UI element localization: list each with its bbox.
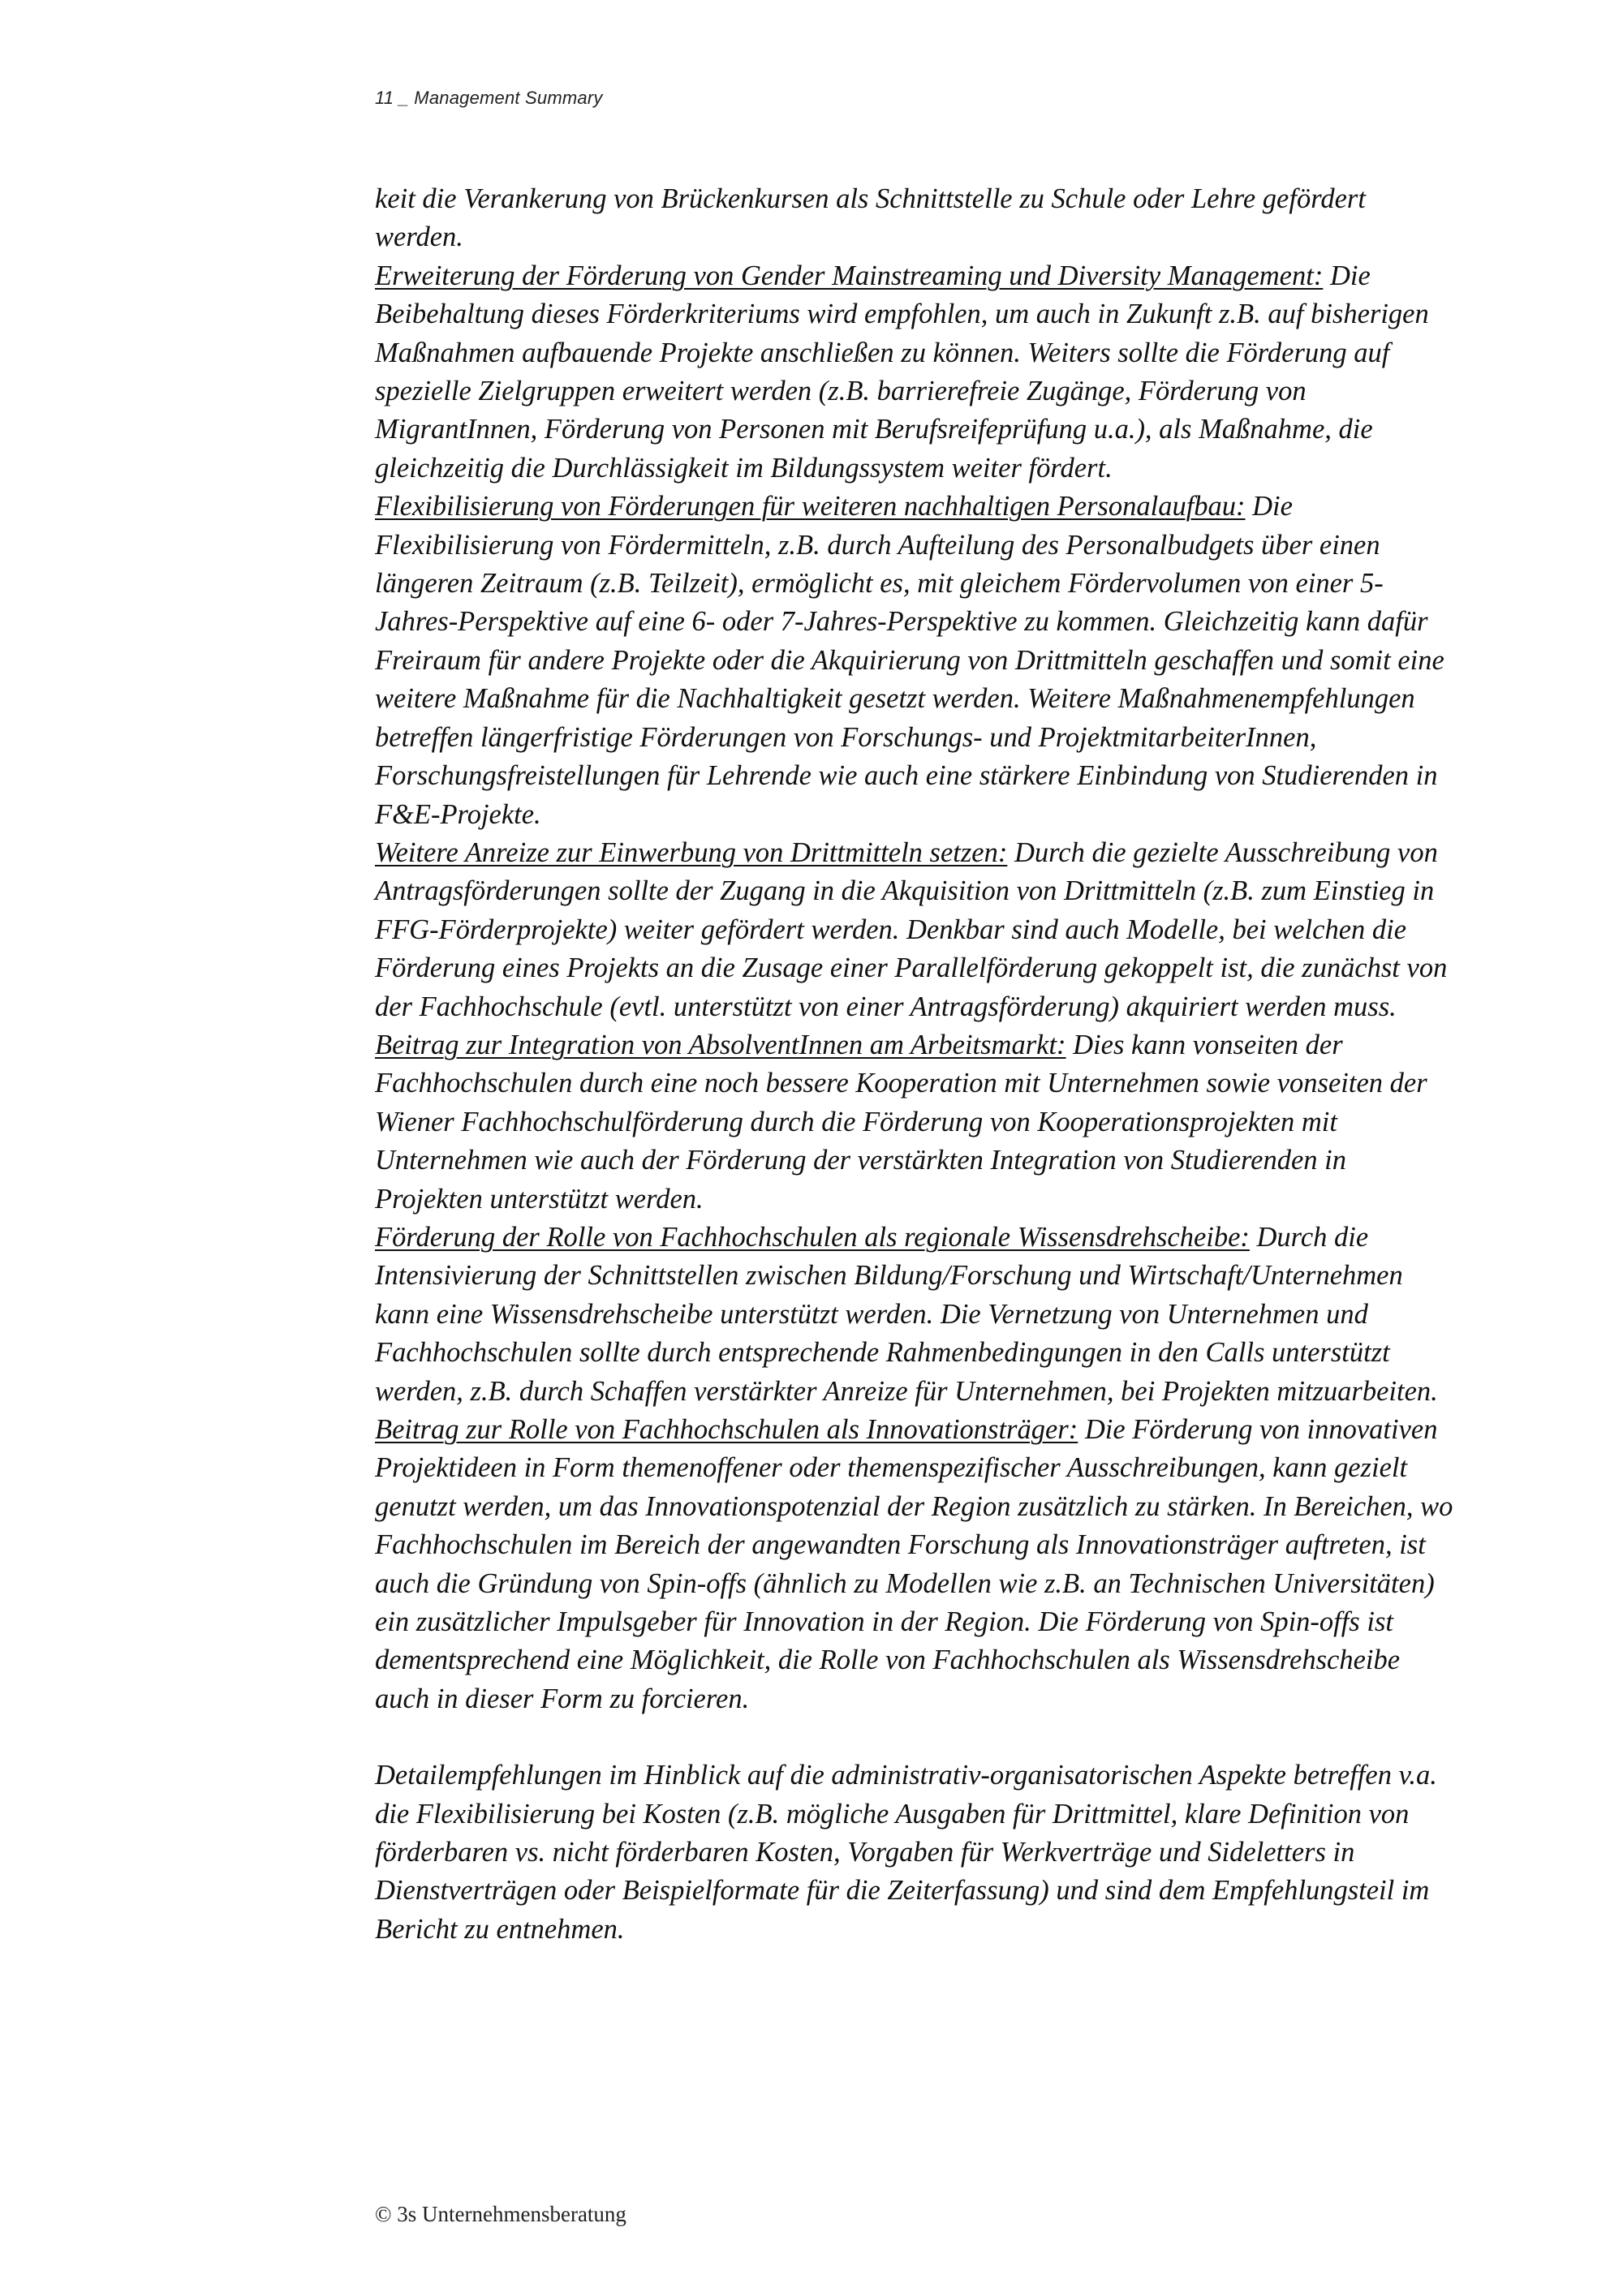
running-header: 11 _ Management Summary [375,88,603,108]
recommendation-text: Die Flexibilisierung von Fördermitteln, z.B. durch Aufteilung des Personalbudgets über einen längeren Zeitraum (z.B. Teilzeit), ermöglicht es, mit gleichem Fördervolumen von einer 5-Jahres-Perspektive auf eine 6- oder 7-Jahres-Perspektive zu kommen. Gleichzeitig kann dafür Freiraum für andere Projekte oder die Akquirierung von Drittmitteln geschaffen und somit eine weitere Maßnahme für die Nachhaltigkeit gesetzt werden. Weitere Maßnahmenempfehlungen betreffen längerfristige Förderungen von Forschungs- und ProjektmitarbeiterInnen, Forschungsfreistellungen für Lehrende wie auch eine stärkere Einbindung von Studierenden in F&E-Projekte. [375,491,1444,830]
recommendation-heading: Beitrag zur Integration von AbsolventInnen am Arbeitsmarkt: [375,1029,1066,1060]
recommendation-knowledge-hub [375,1219,1454,1411]
recommendation-personnel-flexibility [375,488,1454,834]
recommendation-innovation [375,1411,1454,1718]
closing-paragraph: Detailempfehlungen im Hinblick auf die administrativ-organisatorischen Aspekte betreffen v.a. die Flexibilisierung bei Kosten (z.B. mögliche Ausgaben für Drittmittel, klare Definition von förderbaren vs. nicht förderbaren Kosten, Vorgaben für Werkverträge und Sideletters in Dienstverträgen oder Beispielformate für die Zeiterfassung) und sind dem Empfehlungsteil im Bericht zu entnehmen. [375,1760,1437,1945]
page-body [375,180,1454,1949]
recommendation-text: Dies kann vonseiten der Fachhochschulen durch eine noch bessere Kooperation mit Unternehmen sowie vonseiten der Wiener Fachhochschulförderung durch die Förderung von Kooperationsprojekten mit Unternehmen wie auch der Förderung der verstärkten Integration von Studierenden in Projekten unterstützt werden. [375,1029,1427,1215]
recommendation-text: Durch die Intensivierung der Schnittstellen zwischen Bildung/Forschung und Wirtschaft/Unternehmen kann eine Wissensdrehscheibe unterstützt werden. Die Vernetzung von Unternehmen und Fachhochschulen sollte durch entsprechende Rahmenbedingungen in den Calls unterstützt werden, z.B. durch Schaffen verstärkter Anreize für Unternehmen, bei Projekten mitzuarbeiten. [375,1221,1438,1407]
recommendation-text: Durch die gezielte Ausschreibung von Antragsförderungen sollte der Zugang in die Akquisition von Drittmitteln (z.B. zum Einstieg in FFG-Förderprojekte) weiter gefördert werden. Denkbar sind auch Modelle, bei welchen die Förderung eines Projekts an die Zusage einer Parallelförderung gekoppelt ist, die zunächst von der Fachhochschule (evtl. unterstützt von einer Antragsförderung) akquiriert werden muss. [375,836,1448,1022]
recommendation-graduate-integration [375,1026,1454,1219]
recommendation-third-party-funding [375,834,1454,1026]
recommendation-heading: Beitrag zur Rolle von Fachhochschulen als Innovationsträger: [375,1414,1078,1445]
recommendation-text: Die Beibehaltung dieses Förderkriteriums wird empfohlen, um auch in Zukunft z.B. auf bisherigen Maßnahmen aufbauende Projekte anschließen zu können. Weiters sollte die Förderung auf spezielle Zielgruppen erweitert werden (z.B. barrierefreie Zugänge, Förderung von MigrantInnen, Förderung von Personen mit Berufsreifeprüfung u.a.), als Maßnahme, die gleichzeitig die Durchlässigkeit im Bildungssystem weiter fördert. [375,260,1429,484]
footer-copyright: © 3s Unternehmensberatung [375,2202,626,2226]
recommendation-text: Die Förderung von innovativen Projektideen in Form themenoffener oder themenspezifischer Ausschreibungen, kann gezielt genutzt werden, um das Innovationspotenzial der Region zusätzlich zu stärken. In Bereichen, wo Fachhochschulen im Bereich der angewandten Forschung als Innovationsträger auftreten, ist auch die Gründung von Spin-offs (ähnlich zu Modellen wie z.B. an Technischen Universitäten) ein zusätzlicher Impulsgeber für Innovation in der Region. Die Förderung von Spin-offs ist dementsprechend eine Möglichkeit, die Rolle von Fachhochschulen als Wissensdrehscheibe auch in dieser Form zu forcieren. [375,1414,1453,1714]
intro-paragraph: keit die Verankerung von Brückenkursen als Schnittstelle zu Schule oder Lehre gefördert werden. [375,183,1366,253]
recommendation-heading: Weitere Anreize zur Einwerbung von Drittmitteln setzen: [375,836,1008,868]
recommendation-heading: Erweiterung der Förderung von Gender Mainstreaming und Diversity Management: [375,260,1324,291]
recommendation-heading: Flexibilisierung von Förderungen für weiteren nachhaltigen Personalaufbau: [375,491,1246,522]
recommendation-gender-diversity [375,257,1454,488]
recommendation-heading: Förderung der Rolle von Fachhochschulen als regionale Wissensdrehscheibe: [375,1221,1250,1253]
